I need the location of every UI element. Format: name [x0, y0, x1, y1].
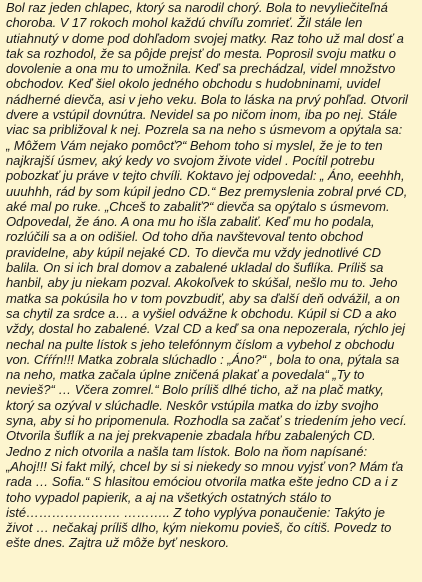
- story-line: Jedno z nich otvorila a našla tam lístok. Bolo na ňom napísané:: [6, 443, 368, 459]
- story-line: „ Môžem Vám nejako pomôcť?“ Behom toho si myslel, že je to ten: [6, 137, 383, 153]
- story-line: rozlúčili sa a on odišiel. Od toho dňa navštevoval tento obchod: [6, 229, 363, 245]
- story-line: ktorý sa ozýval v slúchadle. Neskôr vstúpila matka do izby svojho: [6, 397, 379, 413]
- story-line: ešte dnes. Zajtra už môže byť neskoro.: [6, 535, 230, 551]
- story-line: Odpovedal, že áno. A ona mu ho išla zabaliť. Keď mu ho podala,: [6, 214, 375, 230]
- story-line: Otvorila šuflík a na jej prekvapenie zbadala hŕbu zabalených CD.: [6, 428, 376, 444]
- story-line: dovolenie a ona mu to umožnila. Keď sa prechádzal, videl množstvo: [6, 61, 396, 77]
- story-line: na neho, matka začala úplne zničená plakať a povedala“ „Ty to: [6, 367, 365, 383]
- story-line: pobozkať ju práve v tejto chvíli. Koktavo jej odpovedal: „ Áno, eeehhh,: [6, 168, 405, 184]
- story-line: „Ahoj!!! Si fakt milý, chcel by si si niekedy so mnou vyjsť von? Mám ťa: [6, 458, 404, 474]
- story-line: uuuhhh, rád by som kúpil jedno CD.“ Bez premyslenia zobral prvé CD,: [6, 183, 408, 199]
- story-line: pravidelne, aby kúpil nejaké CD. To dievča mu vždy jednotlivé CD: [6, 244, 381, 260]
- story-line: utiahnutý v dome pod dohľadom svojej matky. Raz toho už mal dosť a: [6, 30, 404, 46]
- story-line: syna, aby si ho pripomenula. Rozhodla sa začať s triedením jeho vecí.: [6, 413, 407, 429]
- story-line: rada … Sofia.“ S hlasitou emóciou otvorila matka ešte jedno CD a i z: [6, 474, 398, 490]
- story-line: tak sa rozhodol, že sa pôjde prejsť do mesta. Poprosil svoju matku o: [6, 45, 396, 61]
- story-line: nevieš?“ … Včera zomrel.“ Bolo príliš dlhé ticho, až na plač matky,: [6, 382, 384, 398]
- story-line: hanbil, aby ju niekam pozval. Akokoľvek to skúšal, nešlo mu to. Jeho: [6, 275, 398, 291]
- story-line: isté…………………. ……….. Z toho vyplýva ponaučenie: Takýto je: [6, 504, 385, 520]
- story-line: viac sa približoval k nej. Pozrela sa na neho s úsmevom a opýtala sa:: [6, 122, 403, 138]
- story-line: dvere a vstúpil dovnútra. Nevidel sa po ničom inom, iba po nej. Stále: [6, 107, 398, 123]
- story-line: vždy, dostal ho zabalené. Vzal CD a keď sa ona nepozerala, rýchlo jej: [6, 321, 405, 337]
- story-line: Bol raz jeden chlapec, ktorý sa narodil chorý. Bola to nevyliečiteľná: [6, 0, 388, 15]
- story-line: matka sa pokúsila ho v tom povzbudiť, aby sa ďalší deň odvážil, a on: [6, 290, 400, 306]
- story-line: sa chytil za srdce a… a vyšiel odvážne k obchodu. Kúpil si CD a ako: [6, 305, 397, 321]
- story-line: balila. On si ich bral domov a zabalené ukladal do šuflíka. Príliš sa: [6, 260, 384, 276]
- story-line: nádherné dievča, asi v jeho veku. Bola to láska na prvý pohľad. Otvoril: [6, 91, 408, 107]
- story-line: najkrajší úsmev, aký kedy vo svojom živote videl . Pocítil potrebu: [6, 152, 375, 168]
- story-line: obchodov. Keď šiel okolo jedného obchodu s hudobninami, uvidel: [6, 76, 381, 92]
- story-line: von. Cŕŕŕn!!! Matka zobrala slúchadlo : „Áno?“ , bola to ona, pýtala sa: [6, 351, 400, 367]
- story-line: aké mal po ruke. „Chceš to zabaliť?“ dievča sa opýtalo s úsmevom.: [6, 198, 390, 214]
- story-text: [6, 0, 418, 551]
- story-line: choroba. V 17 rokoch mohol každú chvíľu zomrieť. Žil stále len: [6, 15, 363, 31]
- story-line: život … nečakaj príliš dlho, kým niekomu povieš, čo cítiš. Povedz to: [6, 520, 392, 536]
- story-line: nechal na pulte lístok s jeho telefónnym číslom a vybehol z obchodu: [6, 336, 395, 352]
- story-line: toho vypadol papierik, a aj na všetkých ostatných stálo to: [6, 489, 332, 505]
